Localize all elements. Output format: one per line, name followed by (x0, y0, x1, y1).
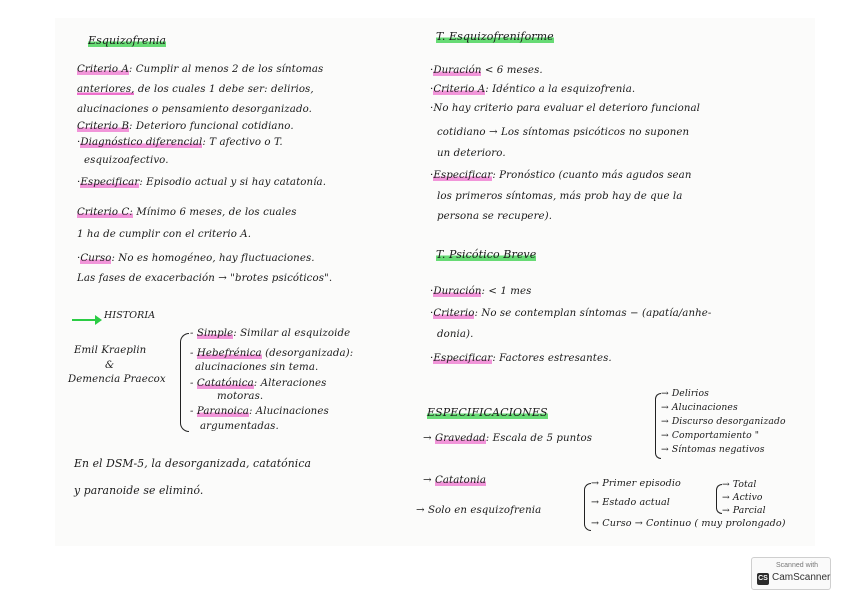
solo-item: → Curso → Continuo ( muy prolongado) (591, 518, 786, 529)
nocrit-line-3: un deterioro. (437, 148, 506, 159)
crit-c-line-2: 1 ha de cumplir con el criterio A. (77, 229, 252, 240)
gravedad-item: → Discurso desorganizado (661, 416, 786, 427)
right-title-2: T. Psicótico Breve (436, 248, 537, 261)
type-cata: - Catatónica: Alteraciones (190, 378, 327, 389)
solo-brace (584, 483, 591, 531)
crit-b-line: Criterio B: Deterioro funcional cotidiano. (77, 121, 294, 132)
solo-line: → Solo en esquizofrenia (416, 505, 542, 516)
type-simple: - Simple: Similar al esquizoide (190, 328, 351, 339)
gravedad-line: → Gravedad: Escala de 5 puntos (423, 433, 593, 444)
curso-line-1: ·Curso: No es homogéneo, hay fluctuaciones. (77, 253, 315, 264)
camscanner-badge (751, 557, 831, 590)
estado-item: → Activo (722, 492, 763, 503)
solo-item: → Estado actual (591, 497, 670, 508)
type-para: - Paranoica: Alucinaciones (190, 406, 329, 417)
crit-a-line-1: Criterio A: Cumplir al menos 2 de los síntomas (77, 64, 324, 75)
dsm-line-2: y paranoide se eliminó. (74, 484, 204, 497)
badge-brand: CamScanner (772, 572, 831, 583)
diag-line-2: esquizoafectivo. (84, 155, 169, 166)
left-title: Esquizofrenia (88, 34, 167, 47)
crit2-line-2: donia). (437, 329, 474, 340)
kraepelin-amp: & (105, 360, 115, 371)
dur-line: ·Duración < 6 meses. (430, 65, 543, 76)
type-hebe: - Hebefrénica (desorganizada): (190, 348, 354, 359)
badge-caption: Scanned with (776, 562, 819, 569)
espec-r-line-3: persona se recupere). (437, 211, 553, 222)
right-title-1: T. Esquizofreniforme (436, 30, 554, 43)
espec-line: ·Especificar: Episodio actual y si hay catatonía. (77, 177, 327, 188)
types-brace (180, 333, 189, 432)
type-cata-2: motoras. (217, 391, 264, 402)
gravedad-item: → Síntomas negativos (661, 444, 765, 455)
espec2-line: ·Especificar: Factores estresantes. (430, 353, 612, 364)
right-title-3: ESPECIFICACIONES (427, 406, 548, 419)
crit2-line-1: ·Criterio: No se contemplan síntomas − (apatía/anhe- (430, 308, 712, 319)
nocrit-line-1: ·No hay criterio para evaluar el deterioro funcional (430, 103, 701, 114)
crit-c-line-1: Criterio C: Mínimo 6 meses, de los cuales (77, 207, 297, 218)
estado-item: → Parcial (722, 505, 766, 516)
kraepelin-demencia: Demencia Praecox (68, 374, 166, 385)
diag-line-1: ·Diagnóstico diferencial: T afectivo o T. (77, 137, 283, 148)
kraepelin-name: Emil Kraeplin (74, 345, 147, 356)
camscanner-logo-icon: CS (757, 573, 769, 585)
type-para-2: argumentadas. (200, 421, 279, 432)
historia-heading: HISTORIA (104, 310, 156, 321)
espec-r-line-2: los primeros síntomas, más prob hay de que la (437, 191, 683, 202)
estado-item: → Total (722, 479, 757, 490)
gravedad-item: → Comportamiento " (661, 430, 760, 441)
crit-a-line-3: alucinaciones o pensamiento desorganizado. (77, 104, 312, 115)
type-hebe-2: alucinaciones sin tema. (195, 362, 319, 373)
historia-arrow-icon (72, 319, 100, 321)
solo-item: → Primer episodio (591, 478, 681, 489)
crit-a-line-2: anteriores, de los cuales 1 debe ser: delirios, (77, 84, 314, 95)
gravedad-item: → Alucinaciones (661, 402, 738, 413)
catatonia-line: → Catatonia (423, 475, 487, 486)
dur2-line: ·Duración: < 1 mes (430, 286, 532, 297)
espec-r-line-1: ·Especificar: Pronóstico (cuanto más agudos sean (430, 170, 692, 181)
gravedad-item: → Delirios (661, 388, 709, 399)
dsm-line-1: En el DSM-5, la desorganizada, catatónica (74, 457, 312, 470)
curso-line-2: Las fases de exacerbación → "brotes psicóticos". (77, 273, 333, 284)
nocrit-line-2: cotidiano → Los síntomas psicóticos no suponen (437, 127, 690, 138)
crit-a2-line: ·Criterio A: Idéntico a la esquizofrenia. (430, 84, 636, 95)
